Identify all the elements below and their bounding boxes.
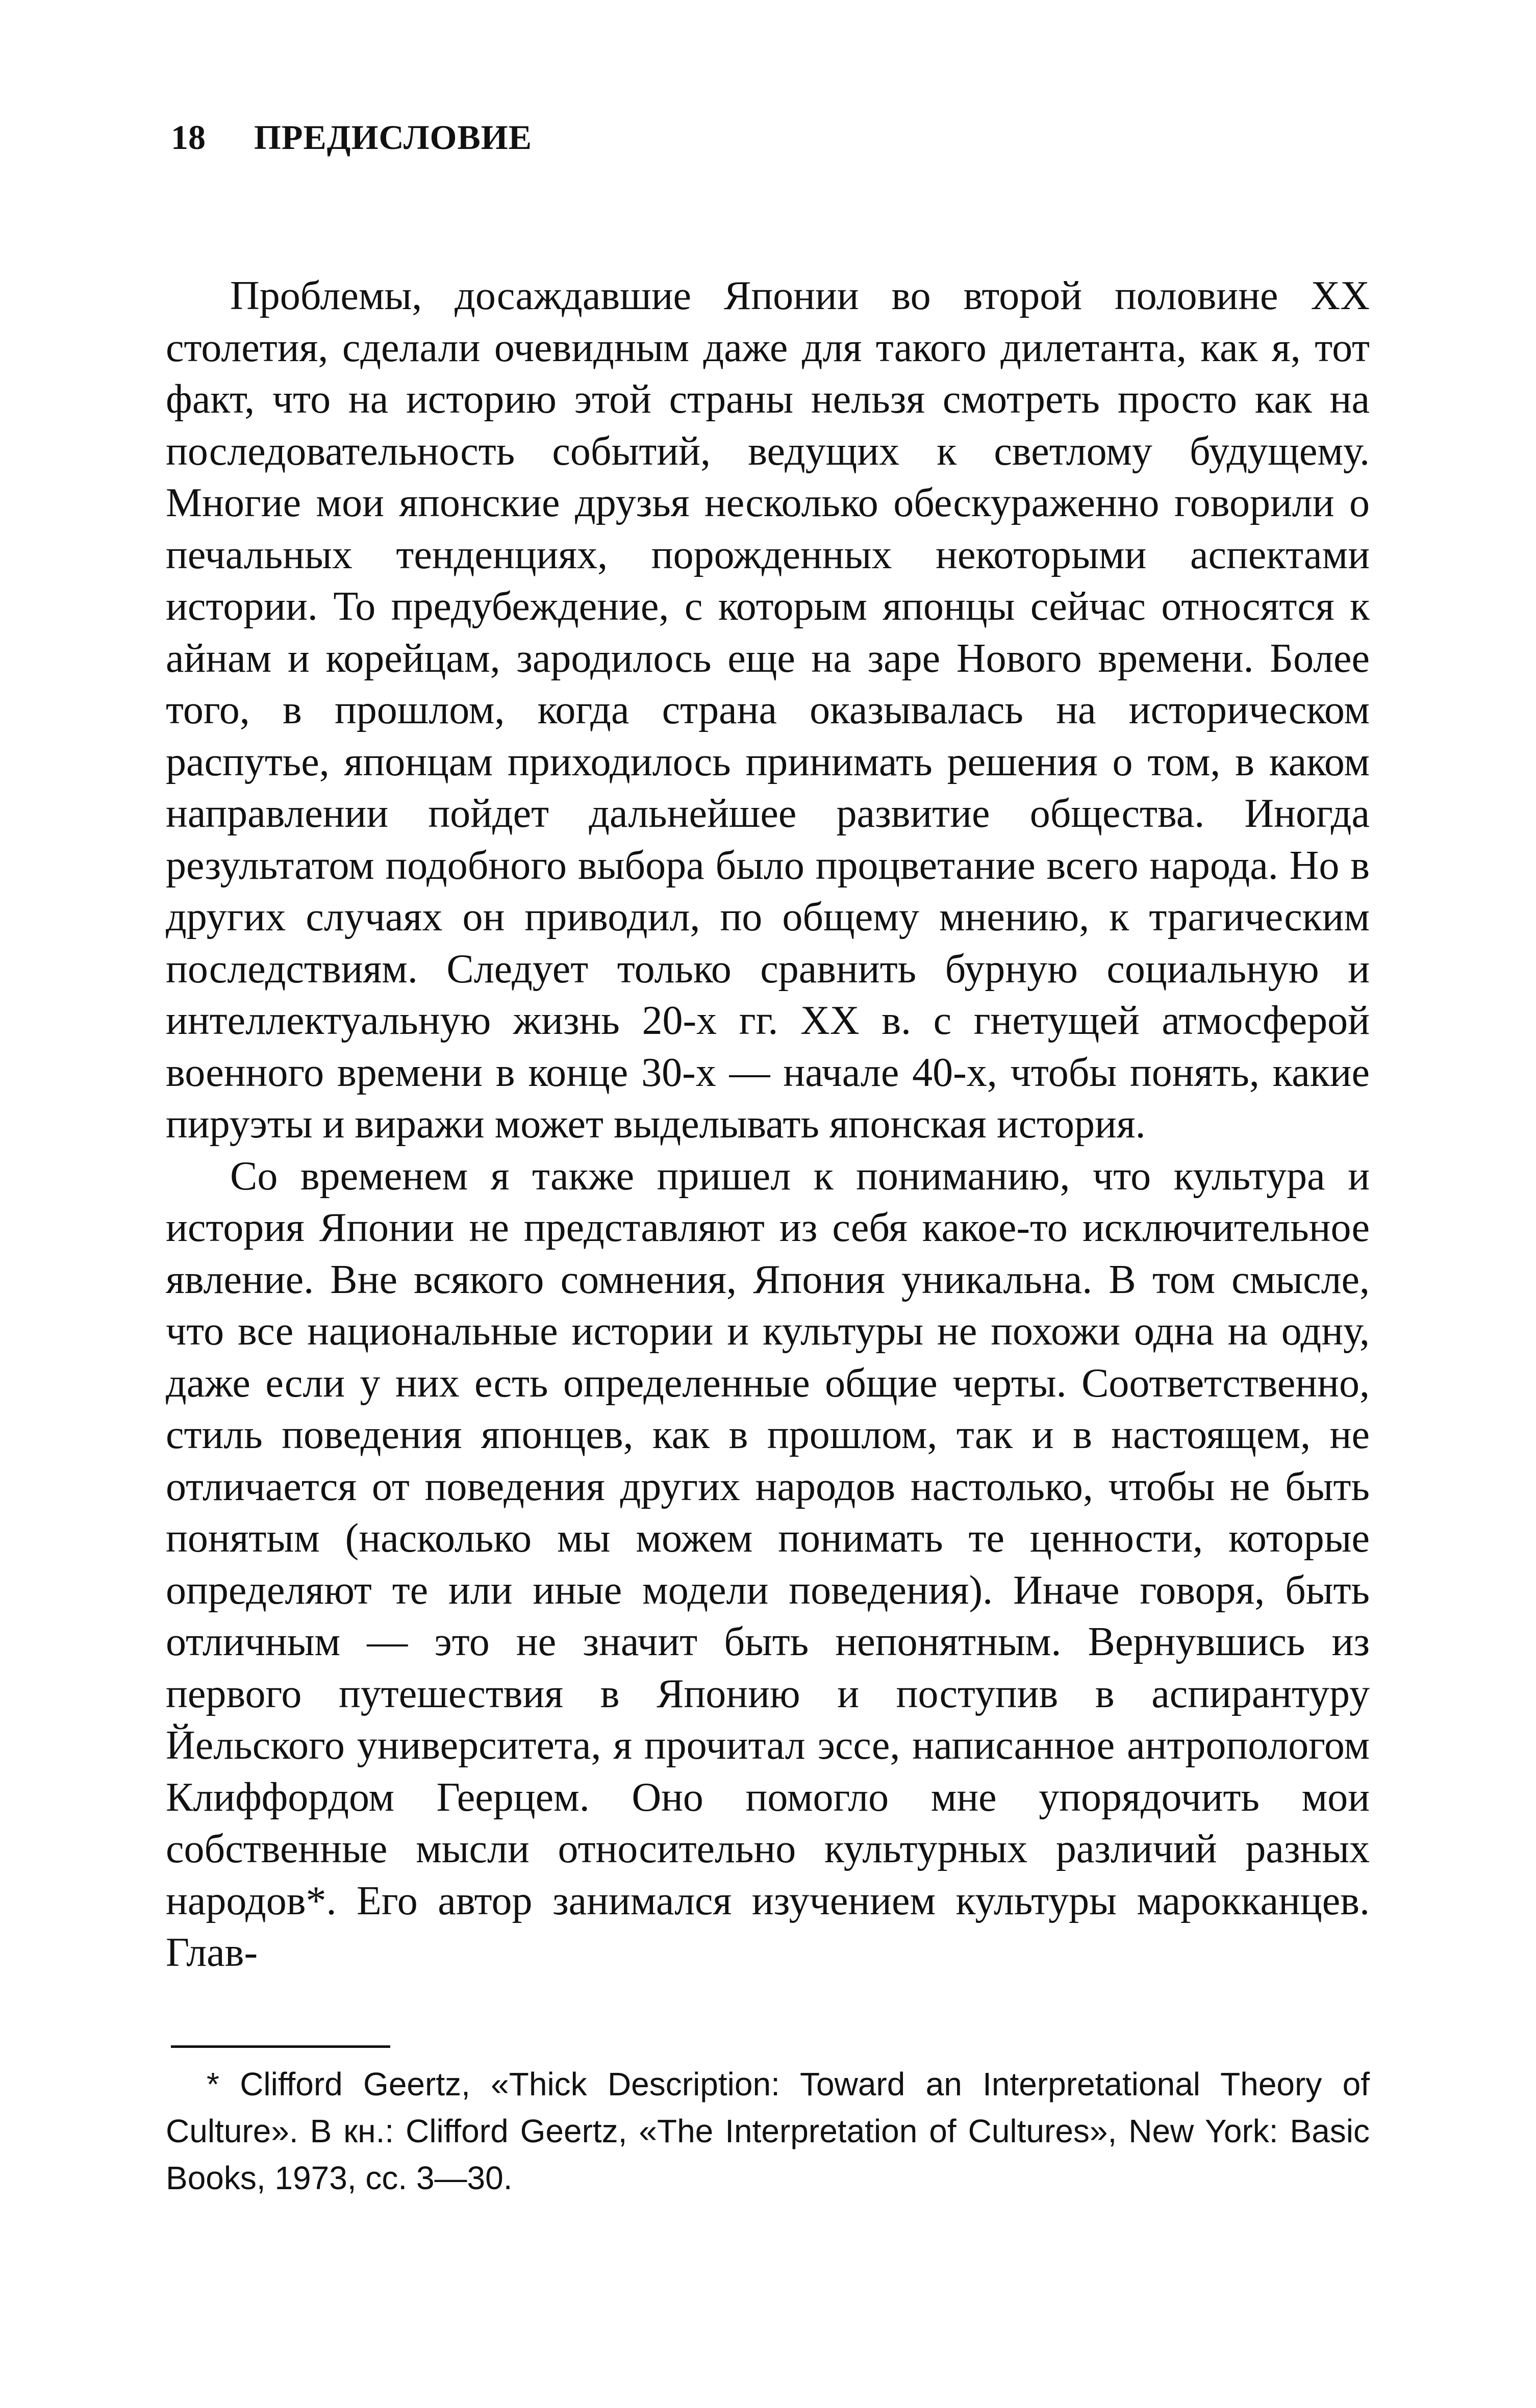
footnote-divider bbox=[171, 2045, 390, 2048]
section-title: ПРЕДИСЛОВИЕ bbox=[254, 118, 533, 157]
running-head bbox=[171, 120, 532, 155]
paragraph: Проблемы, досаждавшие Японии во второй половине XX столетия, сделали очевидным даже для такого дилетанта, как я, тот факт, что на историю этой страны нельзя смотреть просто как на последовательность событий, ведущих к светлому будущему. Многие мои японские друзья несколько обескураженно говорили о печальных тенденциях, порожденных некоторыми аспектами истории. То предубеждение, с которым японцы сейчас относятся к айнам и корейцам, зародилось еще на заре Нового времени. Более того, в прошлом, когда страна оказывалась на историческом распутье, японцам приходилось принимать решения о том, в каком направлении пойдет дальнейшее развитие общества. Иногда результатом подобного выбора было процветание всего народа. Но в других случаях он приводил, по общему мнению, к трагическим последствиям. Следует только сравнить бурную социальную и интеллектуальную жизнь 20-х гг. XX в. с гнетущей атмосферой военного времени в конце 30-х — начале 40-х, чтобы понять, какие пируэты и виражи может выделывать японская история. bbox=[166, 273, 1370, 1147]
footnote: * Clifford Geertz, «Thick Description: Toward an Interpretational Theory of Culture». В кн.: Clifford Geertz, «The Interpretation of Cultures», New York: Basic Books, 1973, сс. 3—30. bbox=[166, 2066, 1370, 2196]
paragraph: Со временем я также пришел к пониманию, что культура и история Японии не представляют из себя какое-то исключительное явление. Вне всякого сомнения, Япония уникальна. В том смысле, что все национальные истории и культуры не похожи одна на одну, даже если у них есть определенные общие черты. Соответственно, стиль поведения японцев, как в прошлом, так и в настоящем, не отличается от поведения других народов настолько, чтобы не быть понятым (насколько мы можем понимать те ценности, которые определяют те или иные модели поведения). Иначе говоря, быть отличным — это не значит быть непонятным. Вернувшись из первого путешествия в Японию и поступив в аспирантуру Йельского университета, я прочитал эссе, написанное антропологом Клиффордом Геерцем. Оно помогло мне упорядочить мои собственные мысли относительно культурных различий разных народов*. Его автор занимался изучением культуры марокканцев. Глав- bbox=[166, 1153, 1370, 1975]
page-number: 18 bbox=[171, 118, 206, 157]
body-text bbox=[166, 270, 1370, 1979]
